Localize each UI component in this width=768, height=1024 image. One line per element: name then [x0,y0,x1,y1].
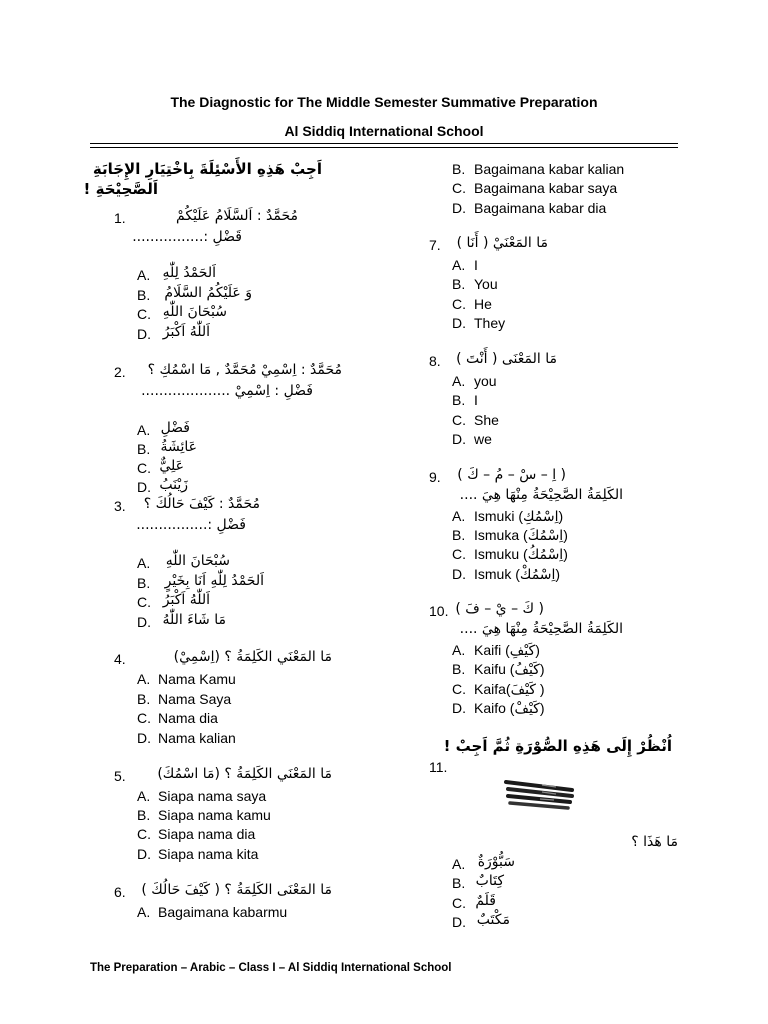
question-number: 8. [429,353,441,369]
option-a[interactable]: Kaifi (كَيْفِ) [474,642,540,658]
option-c[interactable]: اَللّٰهُ اَكْبَرُ [162,592,210,608]
question-text-line2: فَضْلِ :................ [136,517,246,533]
option-letter-a: A. [137,904,151,920]
option-a[interactable]: Ismuki (اِسْمُكِ) [474,508,564,524]
option-a[interactable]: Nama Kamu [158,671,236,687]
option-a[interactable]: Siapa nama saya [158,788,267,804]
question-text: مَا المَعْنَي الكَلِمَةُ ؟ (اِسْمِيْ) [173,649,332,665]
option-letter-c: C. [452,296,466,312]
question-text: مُحَمَّدٌ : اَلسَّلَامُ عَلَيْكُمْ [176,208,298,224]
option-a[interactable]: سُبْحَانَ اللّٰهِ [165,553,230,569]
question-number: 6. [114,884,126,900]
option-letter-c: C. [137,826,151,842]
question-number: 9. [429,469,441,485]
option-a[interactable]: Bagaimana kabarmu [158,904,288,920]
option-letter-d: D. [452,431,466,447]
option-d[interactable]: مَا شَاءَ اللّٰهُ [162,612,226,628]
option-b[interactable]: Siapa nama kamu [158,807,271,823]
option-c[interactable]: He [474,296,492,312]
option-b[interactable]: كِتَابٌ [475,873,504,889]
option-letter-d: D. [137,730,151,746]
document-title: The Diagnostic for The Middle Semester Summative Preparation [170,94,598,110]
option-b[interactable]: I [474,392,478,408]
option-letter-b: B. [452,875,466,891]
option-letter-b: B. [452,527,466,543]
pen-3 [508,796,570,802]
option-d[interactable]: Bagaimana kabar dia [474,200,607,216]
option-letter-a: A. [452,856,466,872]
option-d[interactable]: Nama kalian [158,730,236,746]
question-number: 5. [114,768,126,784]
option-letter-b: B. [137,287,151,303]
option-b[interactable]: Ismuka (اِسْمُكَ) [474,527,568,543]
option-letter-b: B. [452,276,466,292]
option-letter-a: A. [137,788,151,804]
question-text: مُحَمَّدٌ : اِسْمِيْ مُحَمَّدٌ , مَا اسْمُكِ ؟ [147,362,342,378]
option-b[interactable]: You [474,276,498,292]
question-text: مَا المَعْنَى الكَلِمَةُ ؟ ( كَيْفَ حَالُكَ ) [141,882,332,898]
option-b[interactable]: Bagaimana kabar kalian [474,161,625,177]
option-letter-c: C. [452,412,466,428]
question-text: ( كَ – يْ – فَ ) [455,601,544,617]
option-letter-c: C. [137,460,151,476]
instruction-part2: اُنْظُرْ إِلَى هَذِهِ الصُّوْرَةِ ثُمَّ اَجِبْ ! [443,737,672,755]
option-a[interactable]: سَبُّوْرَةٌ [477,854,515,870]
option-letter-a: A. [137,267,151,283]
question-text-line2: الكَلِمَةُ الصَّحِيْحَةُ مِنْهَا هِيَ .... [459,621,623,637]
option-c[interactable]: Siapa nama dia [158,826,256,842]
option-a[interactable]: you [474,373,497,389]
option-d[interactable]: اَللّٰهُ اَكْبَرُ [162,324,210,340]
option-letter-b: B. [137,575,151,591]
option-b[interactable]: Kaifu (كَيْفُ) [474,661,545,677]
option-letter-b: B. [452,392,466,408]
option-letter-d: D. [137,614,151,630]
option-a[interactable]: فَضْلِ [160,420,190,436]
option-c[interactable]: قَلَمٌ [475,893,496,909]
option-letter-c: C. [452,546,466,562]
option-d[interactable]: مَكْتَبٌ [476,912,510,928]
option-letter-d: D. [452,914,466,930]
page-footer: The Preparation – Arabic – Class I – Al Siddiq International School [90,962,452,974]
question-text-line2: فَضْلِ : اِسْمِيْ .................... [141,383,313,399]
question-text: ( اِ – سْ – مُ – كَ ) [457,467,566,483]
option-letter-b: B. [137,691,151,707]
option-d[interactable]: Siapa nama kita [158,846,259,862]
option-c[interactable]: Kaifa(كَيْفَ ) [474,681,545,697]
question-text-line2: الكَلِمَةُ الصَّحِيْحَةُ مِنْهَا هِيَ .... [459,487,623,503]
option-c[interactable]: Bagaimana kabar saya [474,180,618,196]
option-letter-c: C. [137,710,151,726]
option-c[interactable]: She [474,412,499,428]
option-letter-d: D. [137,479,151,495]
option-letter-c: C. [452,895,466,911]
option-letter-a: A. [452,642,466,658]
option-letter-b: B. [452,661,466,677]
option-d[interactable]: They [474,315,506,331]
instruction-part1-line2: اَلصَّحِيْحَةِ ! [83,180,158,198]
option-letter-d: D. [137,846,151,862]
option-letter-a: A. [452,257,466,273]
option-a[interactable]: I [474,257,478,273]
pen-4 [510,803,568,808]
option-b[interactable]: اَلحَمْدُ لِلّٰهِ اَنَا بِخَيْرٍ [164,573,264,589]
option-letter-d: D. [452,200,466,216]
option-letter-a: A. [452,373,466,389]
option-letter-b: B. [137,441,151,457]
option-letter-c: C. [452,681,466,697]
option-letter-b: B. [452,161,466,177]
option-a[interactable]: اَلحَمْدُ لِلّٰهِ [162,265,216,281]
instruction-part1-line1: اَجِبْ هَذِهِ الأَسْئِلَةَ بِاخْتِيَارِ الإِجَابَةِ [92,160,322,178]
pens-image [502,776,576,812]
question-text: مَا المَعْنَيْ ( أَنَا ) [456,235,548,251]
option-c[interactable]: Nama dia [158,710,218,726]
option-letter-c: C. [137,594,151,610]
header-divider-top [90,143,678,144]
question-number: 1. [114,210,126,226]
option-letter-b: B. [137,807,151,823]
option-b[interactable]: عَائِشَةُ [160,439,197,455]
school-name: Al Siddiq International School [284,123,484,139]
option-letter-a: A. [137,422,151,438]
option-d[interactable]: Kaifo (كَيْفْ) [474,700,545,716]
question-number: 7. [429,237,441,253]
question-text: مَا المَعْنَى ( أَنْتَ ) [456,351,557,367]
question-number: 10. [429,603,449,619]
question-text: مَا المَعْنَي الكَلِمَةُ ؟ (مَا اسْمُكَ) [157,766,332,782]
option-letter-d: D. [452,315,466,331]
question-text: مُحَمَّدٌ : كَيْفَ حَالُكَ ؟ [143,496,260,512]
question-text-line2: قَضْلِ :................ [132,229,242,245]
option-c[interactable]: Ismuku (اِسْمُكُ) [474,546,568,562]
option-d[interactable]: Ismuk (اِسْمُكْ) [474,566,561,582]
option-c[interactable]: سُبْحَانَ اللّٰهِ [162,304,227,320]
option-b[interactable]: Nama Saya [158,691,232,707]
option-letter-d: D. [137,326,151,342]
option-letter-a: A. [137,555,151,571]
option-d[interactable]: we [474,431,492,447]
option-letter-c: C. [137,306,151,322]
header-divider-bottom [90,147,678,148]
option-d[interactable]: زَيْنَبُ [159,477,188,493]
question-number: 2. [114,364,126,380]
option-letter-c: C. [452,180,466,196]
question-number: 3. [114,498,126,514]
question-number: 4. [114,651,126,667]
question-number: 11. [429,759,448,775]
question-text: مَا هَذَا ؟ [631,834,678,850]
option-letter-a: A. [137,671,151,687]
option-letter-a: A. [452,508,466,524]
option-letter-d: D. [452,700,466,716]
option-letter-d: D. [452,566,466,582]
option-b[interactable]: وَ عَلَيْكُمُ السَّلَامُ [164,285,252,301]
option-c[interactable]: عَلِيٌّ [159,458,184,474]
